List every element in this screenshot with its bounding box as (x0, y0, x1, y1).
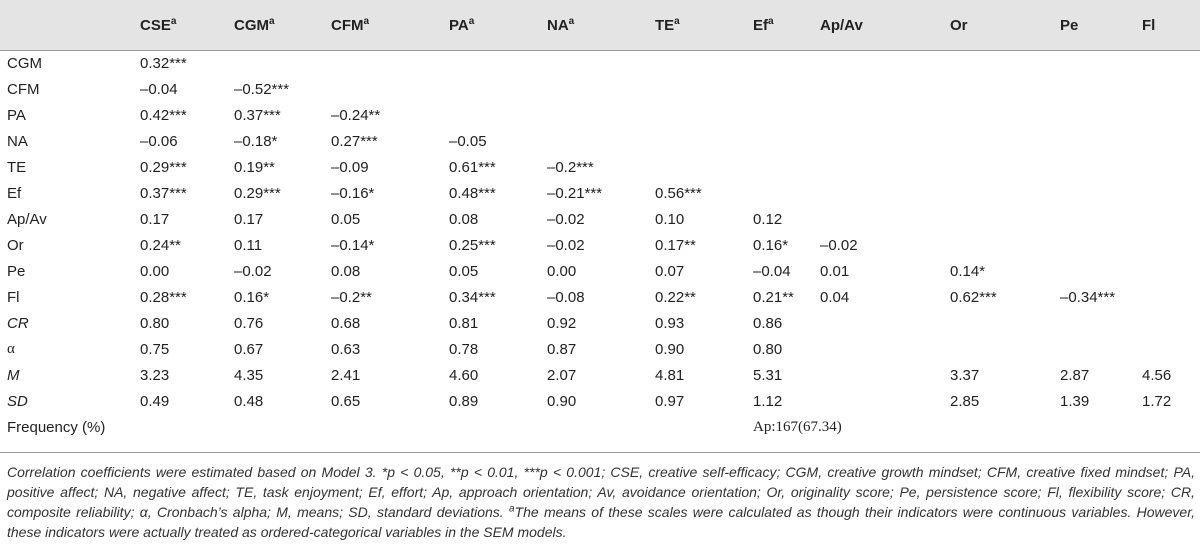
table-cell (1142, 310, 1200, 336)
table-cell (331, 50, 449, 76)
table-cell: 0.17 (234, 210, 264, 228)
table-cell (1142, 258, 1200, 284)
table-cell: 0.80 (140, 314, 170, 332)
column-header-label: CSE (140, 16, 171, 34)
table-cell: 3.37 (950, 366, 980, 384)
table-cell: 0.08 (331, 262, 361, 280)
table-cell (655, 102, 753, 128)
table-cell: 0.90 (547, 392, 577, 410)
table-cell: 0.00 (140, 262, 170, 280)
column-header-label: NA (547, 16, 569, 34)
table-cell (820, 154, 950, 180)
table-cell: 0.17 (140, 210, 170, 228)
table-cell (1142, 102, 1200, 128)
column-header-label: TE (655, 16, 675, 34)
table-cell (234, 414, 331, 440)
table-cell: 0.19** (234, 158, 275, 176)
column-header (234, 0, 331, 50)
table-cell (449, 102, 547, 128)
frequency-cell: Ap:167(67.34) (753, 418, 842, 435)
table-cell (655, 76, 753, 102)
table-cell: 0.61*** (449, 158, 496, 176)
table-body (0, 50, 1200, 440)
table-cell: 0.76 (234, 314, 264, 332)
table-cell (950, 206, 1060, 232)
column-header (449, 0, 547, 50)
column-header-label: PA (449, 16, 469, 34)
table-cell (820, 362, 950, 388)
table-cell (140, 414, 234, 440)
table-cell (331, 414, 449, 440)
header-row (0, 0, 1200, 50)
table-cell (1060, 310, 1142, 336)
table-cell: 0.86 (753, 314, 783, 332)
table-cell (950, 232, 1060, 258)
column-header-superscript: a (568, 15, 575, 27)
column-header (140, 0, 234, 50)
table-cell: 4.56 (1142, 366, 1172, 384)
column-header (1142, 0, 1200, 50)
table-cell: –0.52*** (234, 80, 290, 98)
table-cell (1060, 336, 1142, 362)
table-row (0, 284, 1200, 310)
row-label: Pe (7, 262, 26, 280)
table-cell (753, 154, 820, 180)
table-cell: –0.02 (820, 236, 858, 254)
table-cell: –0.05 (449, 132, 487, 150)
table-cell: 0.89 (449, 392, 479, 410)
table-cell: –0.21*** (547, 184, 603, 202)
table-cell (820, 102, 950, 128)
table-cell: 3.23 (140, 366, 170, 384)
table-cell (820, 206, 950, 232)
table-cell (1142, 154, 1200, 180)
table-row (0, 206, 1200, 232)
table-cell (820, 128, 950, 154)
table-cell: 0.05 (331, 210, 361, 228)
row-label: CFM (7, 80, 40, 98)
table-cell (1060, 180, 1142, 206)
table-cell: 4.60 (449, 366, 479, 384)
table-cell: 0.07 (655, 262, 685, 280)
table-cell: 0.04 (820, 288, 850, 306)
table-cell (449, 76, 547, 102)
table-cell (449, 414, 547, 440)
table-cell (1060, 102, 1142, 128)
footer-rule (0, 452, 1200, 453)
table-cell (753, 50, 820, 76)
table-cell (950, 128, 1060, 154)
table-cell (950, 154, 1060, 180)
table-cell (753, 128, 820, 154)
table-cell (950, 50, 1060, 76)
table-cell: 0.16* (753, 236, 789, 254)
table-cell: 0.75 (140, 340, 170, 358)
table-cell: 1.39 (1060, 392, 1090, 410)
table-cell: 1.12 (753, 392, 783, 410)
table-cell (1142, 76, 1200, 102)
table-cell: –0.14* (331, 236, 375, 254)
table-cell: –0.02 (234, 262, 272, 280)
table-cell: 0.24** (140, 236, 181, 254)
column-header-label: CGM (234, 16, 269, 34)
column-header (655, 0, 753, 50)
table-cell: 0.63 (331, 340, 361, 358)
table-row (0, 128, 1200, 154)
row-label: TE (7, 158, 27, 176)
table-cell (820, 310, 950, 336)
table-cell (1142, 50, 1200, 76)
table-cell: 0.48*** (449, 184, 496, 202)
table-cell: 0.16* (234, 288, 270, 306)
table-cell: 5.31 (753, 366, 783, 384)
table-cell: 0.11 (234, 236, 263, 254)
table-cell (950, 180, 1060, 206)
table-cell: 0.12 (753, 210, 783, 228)
table-cell (547, 50, 655, 76)
table-cell (1060, 50, 1142, 76)
table-cell: 0.05 (449, 262, 479, 280)
table-cell (1142, 206, 1200, 232)
table-cell (950, 76, 1060, 102)
column-header-superscript: a (363, 15, 370, 27)
column-header (820, 0, 950, 50)
table-cell (753, 102, 820, 128)
table-cell: 0.27*** (331, 132, 378, 150)
table-cell (1142, 336, 1200, 362)
table-cell: 0.68 (331, 314, 361, 332)
table-cell (1142, 180, 1200, 206)
table-cell (1142, 284, 1200, 310)
table-cell: –0.34*** (1060, 288, 1116, 306)
table-row (0, 232, 1200, 258)
row-label: CR (7, 314, 29, 332)
column-header-superscript: a (674, 15, 680, 27)
table-cell: 0.37*** (140, 184, 187, 202)
table-cell: 0.22** (655, 288, 696, 306)
table-cell: 0.93 (655, 314, 685, 332)
column-header-label: CFM (331, 16, 364, 34)
table-cell: 0.87 (547, 340, 577, 358)
table-row (0, 362, 1200, 388)
table-cell (547, 76, 655, 102)
row-label: PA (7, 106, 26, 124)
column-header (950, 0, 1060, 50)
table-cell: –0.24** (331, 106, 381, 124)
table-cell (950, 310, 1060, 336)
table-cell: 0.29*** (234, 184, 281, 202)
table-cell: 0.67 (234, 340, 264, 358)
table-cell: 0.28*** (140, 288, 187, 306)
table-cell (655, 128, 753, 154)
table-row (0, 336, 1200, 362)
column-header (331, 0, 449, 50)
table-cell (820, 388, 950, 414)
table-cell (1142, 232, 1200, 258)
note-main: Correlation coefficients were estimated based on Model 3. *p < 0.05, **p < 0.01, ***p < 0.001; CSE, creative self-efficacy; CGM, creative growth mindset; CFM, creative fixed mindset; PA, positive affect; NA, negative affect; TE, task enjoyment; Ef, effort; Ap, approach orientation; Av, avoidance orientation; Or, originality score; Pe, persistence score; Fl, flexibility score; CR, composite reliability; α, Cronbach’s alpha; M, means; SD, standard deviations. (7, 464, 1195, 520)
table-cell: 0.97 (655, 392, 685, 410)
table-cell (753, 76, 820, 102)
table-cell (1060, 154, 1142, 180)
table-cell: –0.06 (140, 132, 178, 150)
table-cell (820, 180, 950, 206)
table-cell (1060, 258, 1142, 284)
table-cell: –0.02 (547, 210, 585, 228)
table-cell (1060, 232, 1142, 258)
table-cell: 0.56*** (655, 184, 702, 202)
table-cell: 0.90 (655, 340, 685, 358)
table-cell: 0.21** (753, 288, 794, 306)
column-header-superscript: a (269, 15, 275, 27)
row-label: Or (7, 236, 24, 254)
table-row (0, 50, 1200, 76)
table-cell: 0.34*** (449, 288, 496, 306)
table-cell: 0.62*** (950, 288, 997, 306)
table-note (7, 462, 1195, 542)
table-cell (449, 50, 547, 76)
table-cell (820, 50, 950, 76)
table-cell: 0.14* (950, 262, 986, 280)
table-cell: 2.41 (331, 366, 361, 384)
table-cell: 0.01 (820, 262, 850, 280)
table-cell: 2.87 (1060, 366, 1090, 384)
column-header-superscript: a (768, 15, 774, 27)
column-header-label: Fl (1142, 16, 1156, 34)
table-cell (1060, 76, 1142, 102)
header-blank (0, 0, 140, 50)
table-cell: –0.2** (331, 288, 372, 306)
row-label: CGM (7, 54, 42, 72)
table-row (0, 388, 1200, 414)
row-label: Fl (7, 288, 20, 306)
column-header-label: Pe (1060, 16, 1079, 34)
table-cell: 2.07 (547, 366, 577, 384)
column-header (547, 0, 655, 50)
table-cell (655, 154, 753, 180)
column-header-superscript: a (468, 15, 475, 27)
table-cell: 0.65 (331, 392, 361, 410)
table-cell: 0.25*** (449, 236, 496, 254)
column-header-label: Or (950, 16, 968, 34)
table-row (0, 76, 1200, 102)
column-header-superscript: a (170, 15, 177, 27)
table-cell: 0.37*** (234, 106, 281, 124)
table-cell: 0.32*** (140, 54, 187, 72)
table-cell (950, 102, 1060, 128)
row-label: SD (7, 392, 28, 410)
table-row (0, 310, 1200, 336)
column-header-label: Ef (753, 16, 768, 34)
row-label: NA (7, 132, 28, 150)
column-header (1060, 0, 1142, 50)
row-label: α (7, 340, 15, 357)
table-cell (820, 336, 950, 362)
table-cell (1142, 414, 1200, 440)
table-cell: 4.35 (234, 366, 264, 384)
note-tail: The means of these scales were calculated as though their indicators were continuous variables. However, these indicators were actually treated as ordered-categorical variables in the SEM models. (7, 504, 1195, 540)
table-cell (1060, 128, 1142, 154)
table-cell (547, 414, 655, 440)
table-cell: 0.29*** (140, 158, 187, 176)
table-cell (1060, 414, 1142, 440)
table-cell (234, 50, 331, 76)
note-superscript: a (508, 503, 515, 515)
table-row (0, 258, 1200, 284)
table-cell (547, 128, 655, 154)
table-cell (547, 102, 655, 128)
table-cell: –0.2*** (547, 158, 594, 176)
row-label: Ap/Av (7, 210, 47, 228)
table-cell (1060, 206, 1142, 232)
table-cell (655, 50, 753, 76)
table-cell (1142, 128, 1200, 154)
table-cell: 0.49 (140, 392, 170, 410)
table-cell: 0.42*** (140, 106, 187, 124)
table-cell: 0.00 (547, 262, 577, 280)
row-label: M (7, 366, 20, 384)
table-cell (655, 414, 753, 440)
table-row (0, 180, 1200, 206)
table-cell (331, 76, 449, 102)
table-cell: 0.81 (449, 314, 479, 332)
table-cell: 0.17** (655, 236, 696, 254)
table-cell (820, 76, 950, 102)
column-header-label: Ap/Av (820, 16, 863, 34)
table-cell: 0.10 (655, 210, 685, 228)
table-cell: 0.80 (753, 340, 783, 358)
table-row (0, 414, 1200, 440)
table-cell: –0.04 (753, 262, 791, 280)
row-label: Frequency (%) (7, 418, 106, 436)
table-row (0, 102, 1200, 128)
table-cell: 1.72 (1142, 392, 1172, 410)
table-cell: –0.08 (547, 288, 585, 306)
table-row (0, 154, 1200, 180)
table-cell: –0.04 (140, 80, 178, 98)
column-header (753, 0, 820, 50)
table-cell: 0.78 (449, 340, 479, 358)
row-label: Ef (7, 184, 22, 202)
table-cell: –0.18* (234, 132, 278, 150)
table-cell: 0.08 (449, 210, 479, 228)
table-cell: 0.92 (547, 314, 577, 332)
table-cell: 2.85 (950, 392, 980, 410)
table-cell: –0.02 (547, 236, 585, 254)
table-cell (753, 180, 820, 206)
table-cell: –0.16* (331, 184, 375, 202)
table-cell: 0.48 (234, 392, 264, 410)
table-cell: 4.81 (655, 366, 685, 384)
table-cell (950, 336, 1060, 362)
table-cell: –0.09 (331, 158, 369, 176)
